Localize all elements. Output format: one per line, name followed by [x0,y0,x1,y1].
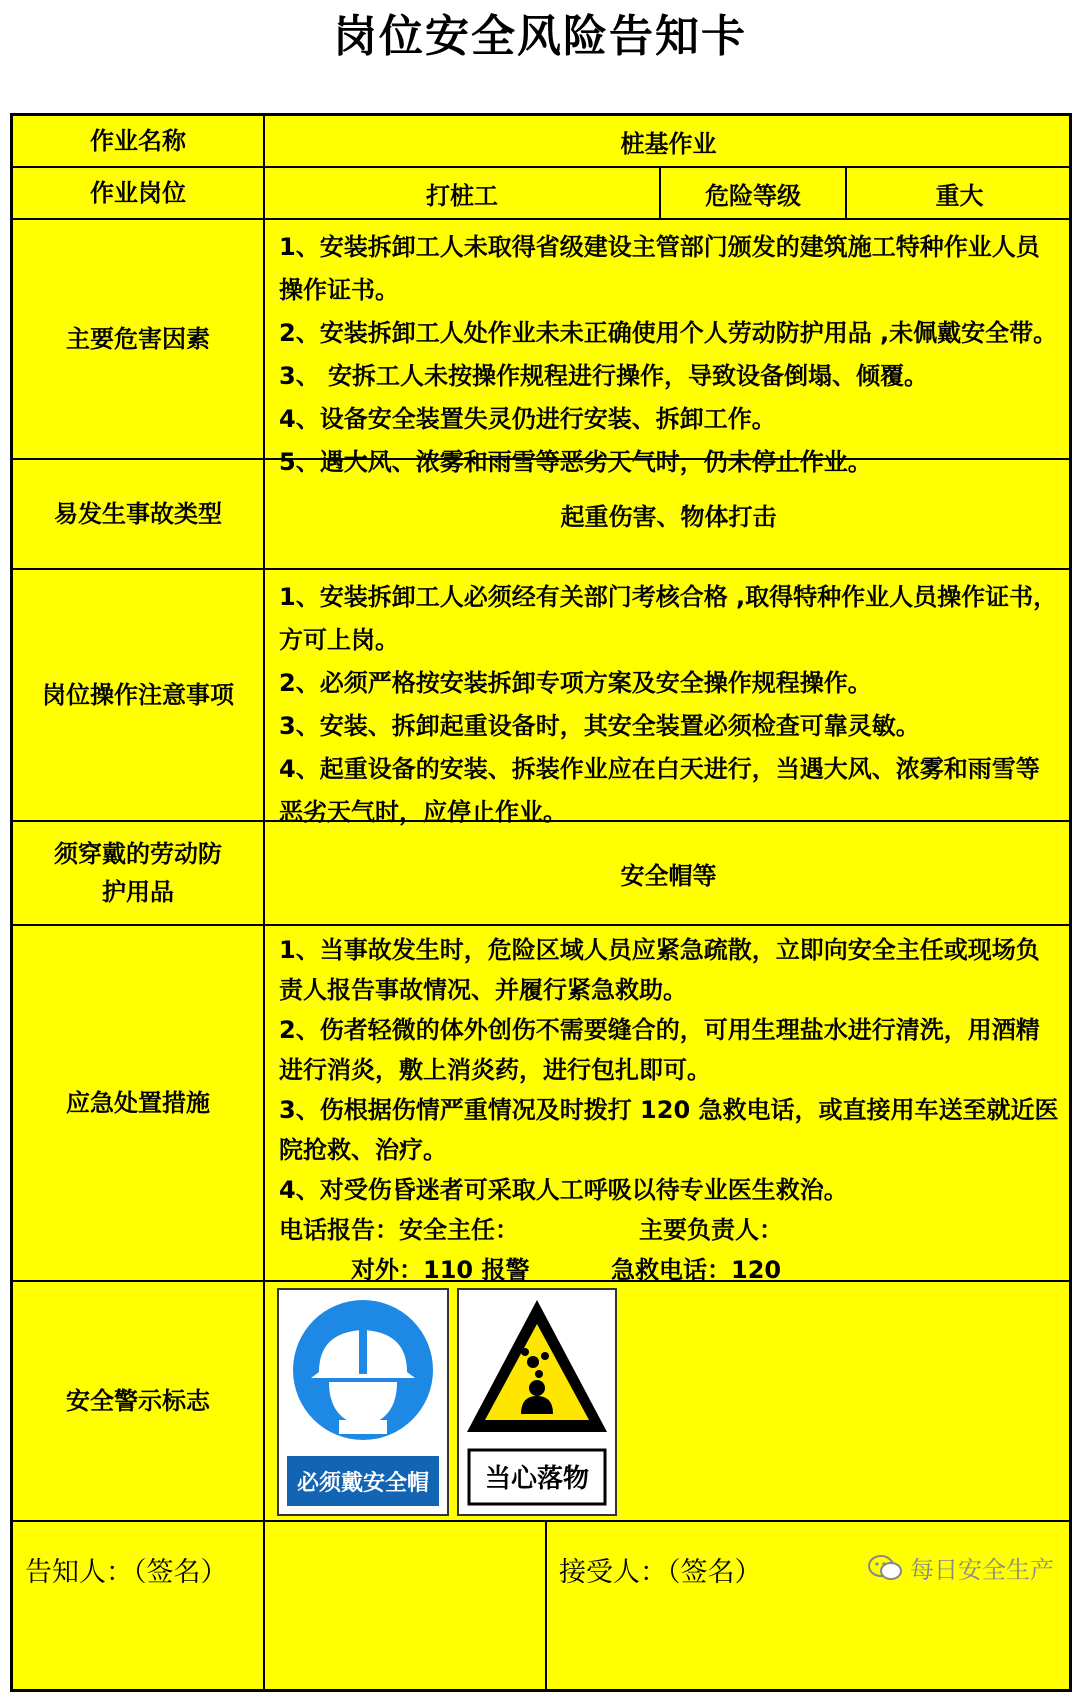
precaution-item: 3、安装、拆卸起重设备时，其安全装置必须检查可靠灵敏。 [279,712,920,740]
falling-object-icon [459,1290,615,1514]
row-signs [13,1282,1069,1522]
risk-level-label: 危险等级 [661,168,847,218]
job-post-label: 作业岗位 [13,168,265,218]
external-number: 对外：110 报警 [351,1256,530,1284]
row-job-name [13,116,1069,168]
job-name-label: 作业名称 [13,116,265,166]
row-precautions [13,570,1069,826]
helmet-sign-text: 必须戴安全帽 [296,1471,430,1496]
row-emergency [13,926,1069,1282]
phone-report: 电话报告：安全主任： [279,1216,519,1244]
page-title: 岗位安全风险告知卡 [333,11,747,62]
falling-object-sign [457,1288,617,1516]
helmet-sign [277,1288,449,1516]
emergency-content [265,926,1072,1284]
helmet-icon [279,1290,447,1514]
emergency-item: 3、伤根据伤情严重情况及时拨打 120 急救电话，或直接用车送至就近医院抢救、治疗。 [279,1096,1059,1164]
notifier-signature-area[interactable] [265,1522,547,1689]
hazards-content [265,220,1072,476]
emergency-label: 应急处置措施 [13,926,265,1280]
receiver-label: 接受人：（签名） [559,1557,762,1588]
hazard-item: 1、安装拆卸工人未取得省级建设主管部门颁发的建筑施工特种作业人员操作证书。 [279,233,1040,304]
hazard-item: 4、设备安全装置失灵仍进行安装、拆卸工作。 [279,405,776,433]
precaution-item: 1、安装拆卸工人必须经有关部门考核合格 ,取得特种作业人员操作证书，方可上岗。 [279,583,1058,654]
risk-level-value: 重大 [935,181,984,210]
emergency-item: 2、伤者轻微的体外创伤不需要缝合的，可用生理盐水进行清洗，用酒精进行消炎，敷上消炎药，进行包扎即可。 [279,1016,1040,1084]
job-name-value: 桩基作业 [620,129,717,158]
notifier-label: 告知人：（签名） [25,1557,228,1588]
phone-report-line [279,1210,1060,1250]
row-accidents [13,460,1069,570]
risk-card [10,113,1072,1692]
row-ppe [13,822,1069,926]
hazard-item: 2、安装拆卸工人处作业未未正确使用个人劳动防护用品 ,未佩戴安全带。 [279,319,1058,347]
main-person: 主要负责人： [639,1216,783,1244]
accidents-value: 起重伤害、物体打击 [560,502,777,531]
receiver-cell [547,1522,1072,1689]
watermark-text: 每日安全生产 [910,1556,1054,1584]
precautions-label: 岗位操作注意事项 [13,570,265,820]
accidents-label: 易发生事故类型 [13,460,265,568]
ppe-label: 须穿戴的劳动防护用品 [13,822,265,924]
notifier-cell [13,1522,265,1689]
ppe-value: 安全帽等 [620,861,717,890]
first-aid-number: 急救电话：120 [611,1256,782,1284]
emergency-item: 4、对受伤昏迷者可采取人工呼吸以待专业医生救治。 [279,1176,848,1204]
job-post-value: 打桩工 [265,168,661,218]
row-job-post [13,168,1069,220]
row-hazards [13,220,1069,476]
watermark [868,1550,1054,1585]
emergency-item: 1、当事故发生时，危险区域人员应紧急疏散，立即向安全主任或现场负责人报告事故情况、并履行紧急救助。 [279,936,1040,1004]
signs-area [265,1282,1072,1520]
hazards-label: 主要危害因素 [13,220,265,458]
signs-label: 安全警示标志 [13,1282,265,1520]
wechat-icon [868,1554,902,1582]
precaution-item: 2、必须严格按安装拆卸专项方案及安全操作规程操作。 [279,669,872,697]
precautions-content [265,570,1072,826]
falling-object-sign-text: 当心落物 [484,1464,590,1494]
precaution-item: 4、起重设备的安装、拆装作业应在白天进行，当遇大风、浓雾和雨雪等恶劣天气时，应停止作业。 [279,755,1040,826]
hazard-item: 3、 安拆工人未按操作规程进行操作，导致设备倒塌、倾覆。 [279,362,929,390]
row-footer [13,1522,1069,1689]
hazard-item: 5、遇大风、浓雾和雨雪等恶劣天气时，仍未停止作业。 [279,448,872,476]
